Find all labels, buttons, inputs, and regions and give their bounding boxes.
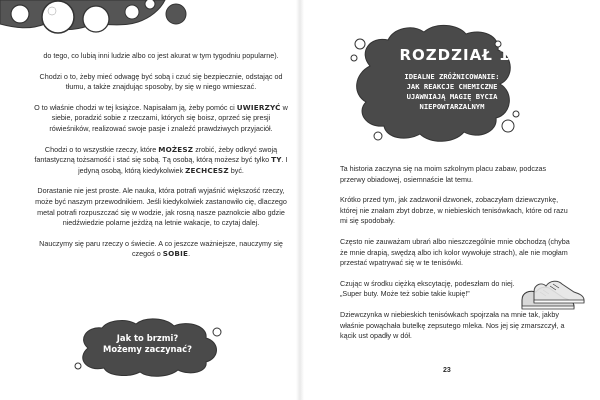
bold-word: UWIERZYĆ xyxy=(236,102,281,112)
paragraph: Często nie zauważam ubrań albo nieszczególnie mnie obchodzą (chyba że mnie drapią, swędzą albo ich kolor wywołuje strach), ale nie mogłam przestać wpatrywać się w te tenisówki. xyxy=(340,236,570,268)
text-run: . I jedyną osobą, którą kiedykolwiek xyxy=(78,155,288,175)
text-run: Nauczymy się paru rzeczy o świecie. A co jeszcze ważniejsze, nauczymy się czegoś o xyxy=(39,238,283,259)
paragraph: Dorastanie nie jest proste. Ale nauka, która potrafi wyjaśnić większość rzeczy, może być naszym przewodnikiem. Jeśli kiedykolwiek zastanowiło cię, dlaczego metal potrafi rozpuszczać się w wodzie, jak rosną nasze paznokcie albo gdzie niedźwiedzie polarne jeżdżą na letnie wakacje, to czytaj dalej. xyxy=(35,186,287,228)
subtitle-line: UJAWNIAJĄ MAGIĘ BYCIA xyxy=(406,92,498,101)
right-page xyxy=(300,0,600,400)
subtitle-line: NIEPOWTARZALNYM xyxy=(419,102,485,111)
paragraph: Ta historia zaczyna się na moim szkolnym placu zabaw, podczas przerwy obiadowej, osiemnaście lat temu. xyxy=(340,164,547,184)
text-run: O to właśnie chodzi w tej książce. Napisałam ją, żeby pomóc ci xyxy=(34,102,237,112)
page-number: 23 xyxy=(443,367,451,374)
paragraph xyxy=(34,103,288,135)
bubble-line: Możemy zaczynać? xyxy=(102,344,192,354)
decorative-bubbles xyxy=(0,0,300,50)
paragraph: do tego, co lubią inni ludzie albo co jest akurat w tym tygodniu popularne). xyxy=(43,51,279,60)
bold-word: ZECHCESZ xyxy=(185,165,229,175)
text-run: w siebie, poradzić sobie z rzeczami, których się boisz, oprzeć się presji rówieśników, realizować swoje pasje i znaleźć prawdziwych przyjaciół. xyxy=(49,102,288,133)
right-body xyxy=(340,164,570,352)
bold-word: TY xyxy=(271,155,282,165)
text-run: być. xyxy=(228,165,244,175)
paragraph xyxy=(34,239,288,260)
chapter-subtitle xyxy=(372,72,532,112)
text-run: Chodzi o to wszystkie rzeczy, które xyxy=(44,144,159,154)
paragraph: Dziewczynka w niebieskich tenisówkach spojrzała na mnie tak, jakby właśnie powąchała butelkę zepsutego mleka. Nos jej się zmarszczył, a kącik ust opadły w dół. xyxy=(340,309,565,341)
subtitle-line: IDEALNE ZRÓŻNICOWANIE: xyxy=(404,72,500,81)
paragraph: Czując w środku ciężką ekscytację, podeszłam do niej. „Super buty. Może też sobie takie kupię!” xyxy=(340,278,515,299)
text-run: . xyxy=(188,249,191,259)
bubble-line: Jak to brzmi? xyxy=(116,333,179,343)
paragraph: Krótko przed tym, jak zadzwonił dzwonek, zobaczyłam dziewczynkę, której nie znałam zbyt dobrze, w niebieskich tenisówkach, które od razu mi się spodobały. xyxy=(340,195,568,226)
chapter-title: ROZDZIAŁ 1 xyxy=(399,46,511,64)
sneakers-icon xyxy=(518,280,588,314)
text-run: zrobić, żeby odkryć swoją fantastyczną tożsamość i stać się sobą. Tą osobą, którą możesz być tylko xyxy=(34,144,278,165)
subtitle-line: JAK REAKCJE CHEMICZNE xyxy=(406,82,498,91)
speech-cloud-text xyxy=(90,333,205,355)
paragraph: Chodzi o to, żeby mieć odwagę być sobą i czuć się bezpiecznie, odstając od tłumu, a także znajdując sposoby, by się w niego wmieszać. xyxy=(39,71,283,92)
paragraph xyxy=(34,145,288,177)
bold-word: SOBIE xyxy=(162,249,189,259)
bold-word: MOŻESZ xyxy=(158,144,194,154)
